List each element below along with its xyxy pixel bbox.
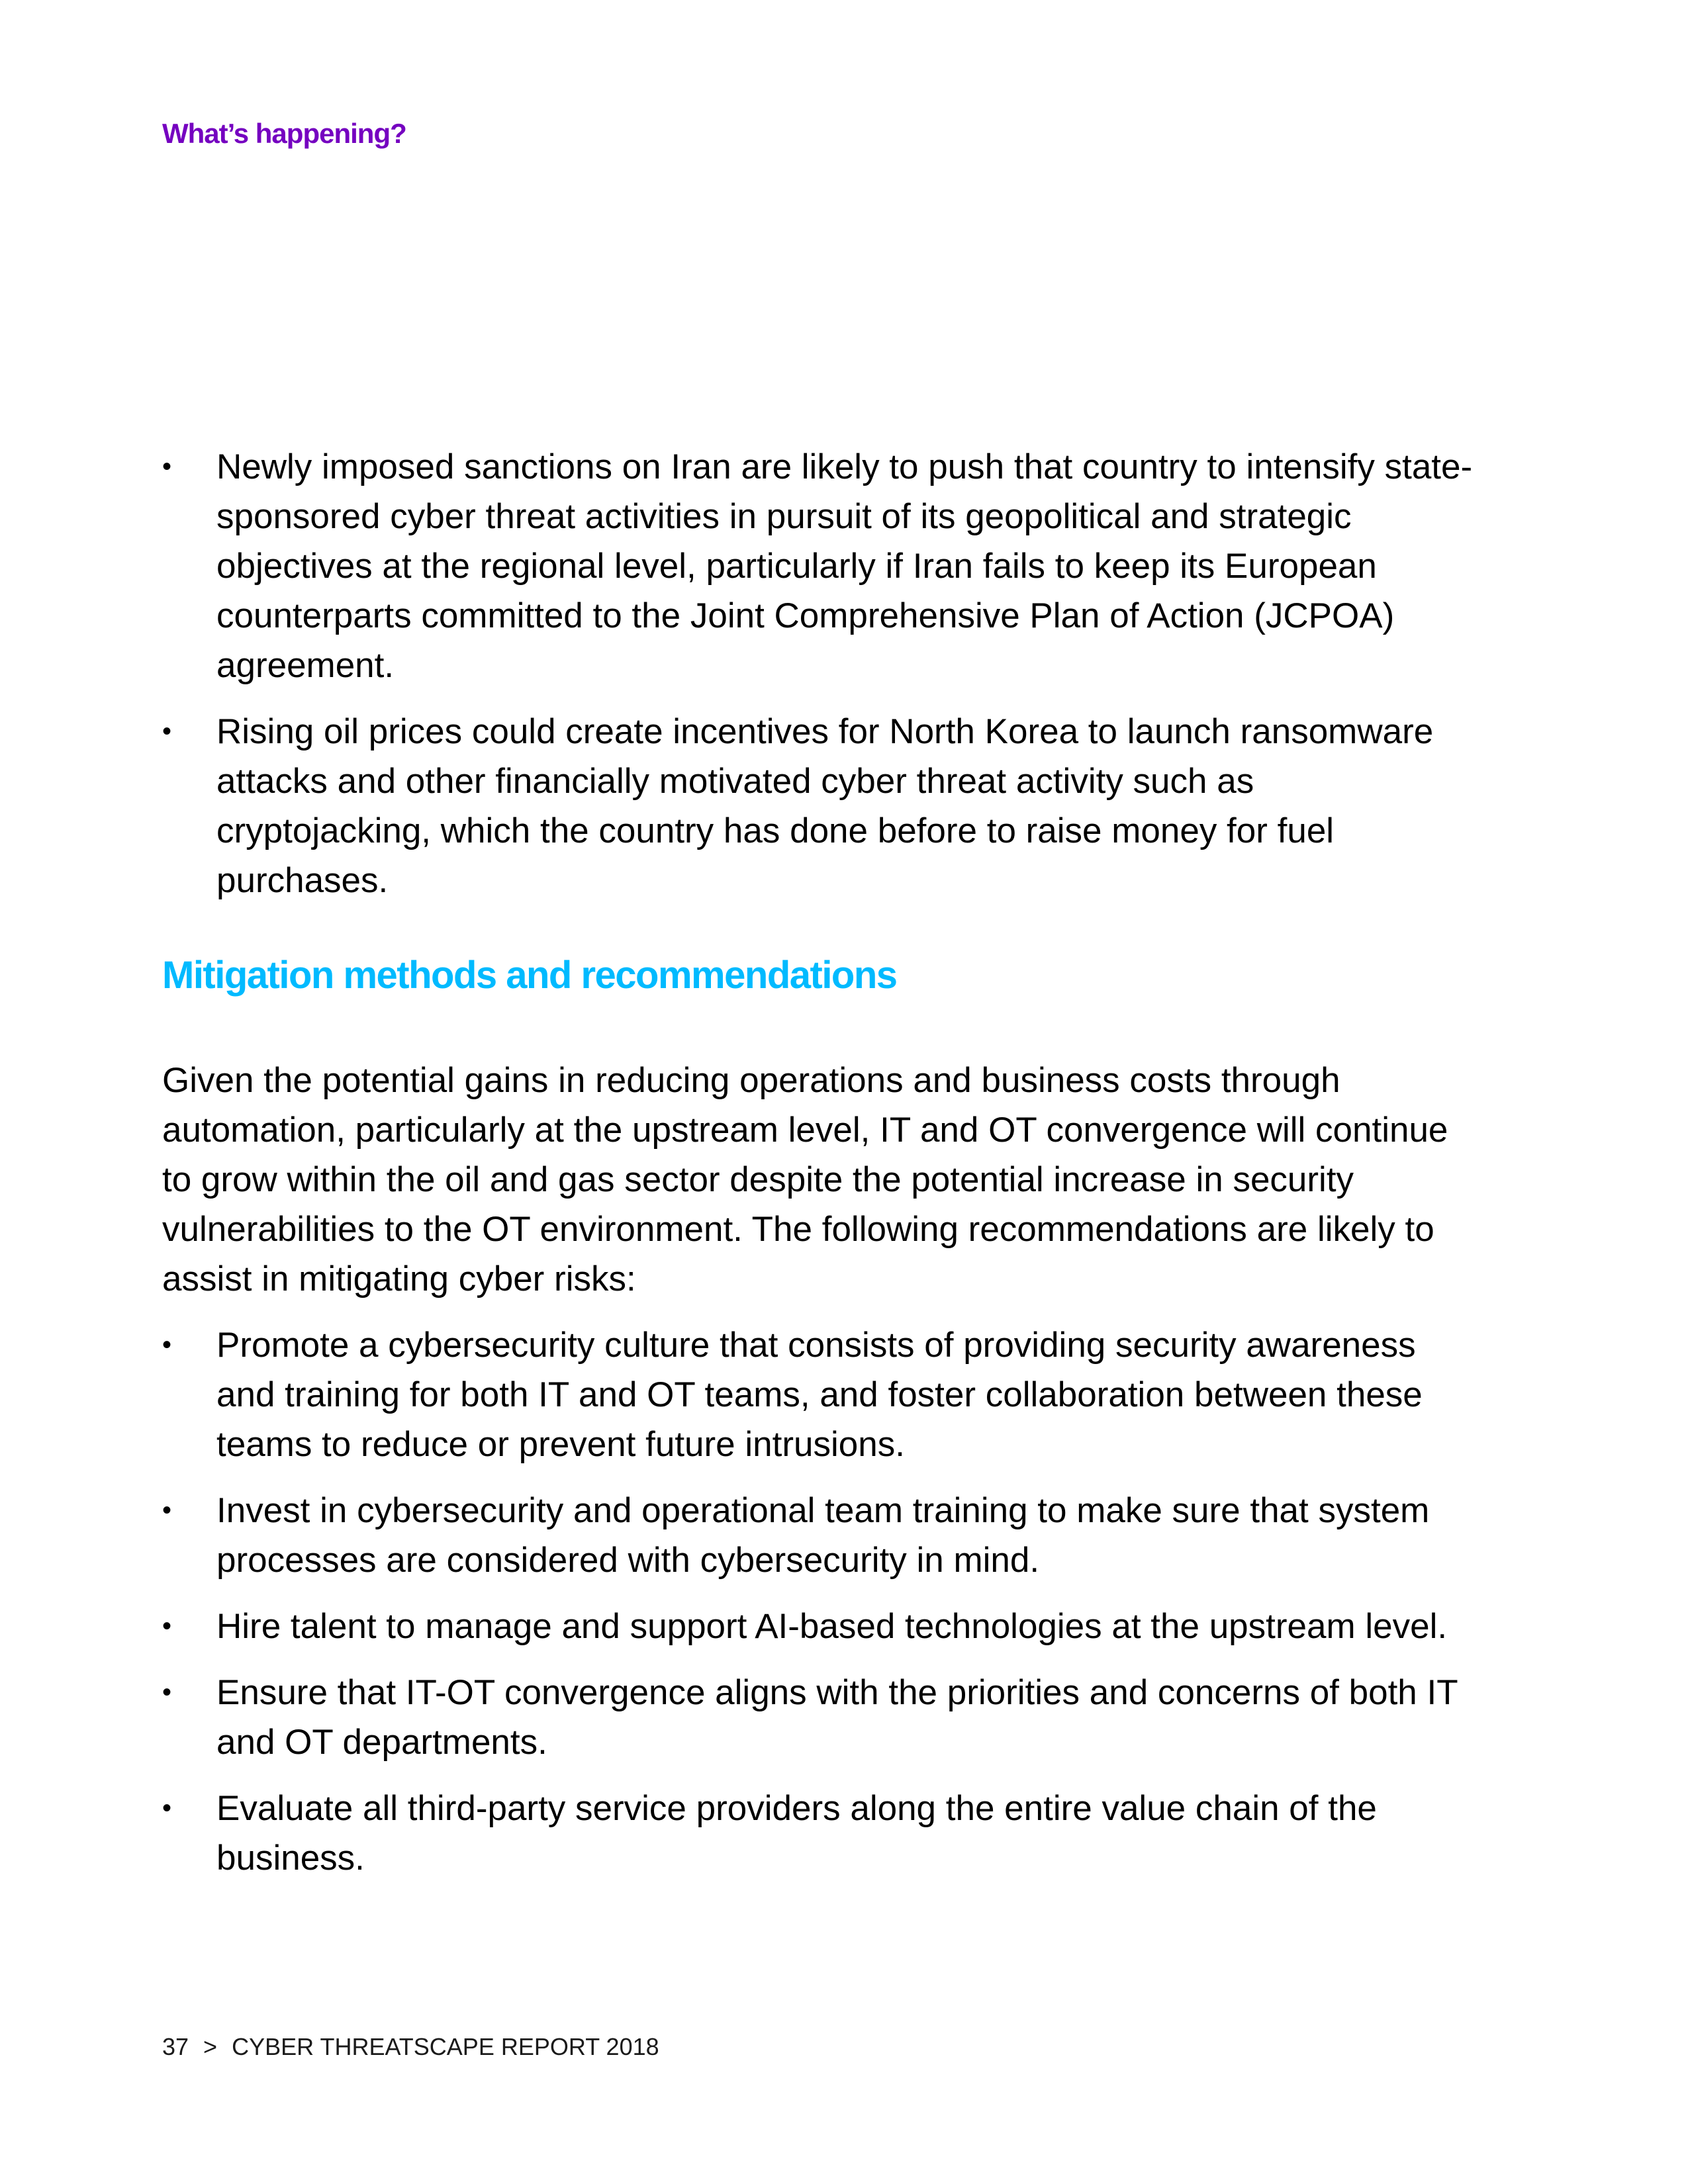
report-title: CYBER THREATSCAPE REPORT 2018 (232, 2033, 659, 2060)
bullet-icon: • (162, 452, 172, 481)
recommendation-list (162, 1320, 1479, 1883)
list-item (162, 1784, 1479, 1883)
bullet-icon: • (162, 1496, 172, 1525)
list-item (162, 1602, 1479, 1651)
mitigation-heading: Mitigation methods and recommendations (162, 954, 897, 997)
page-footer (162, 2033, 659, 2061)
section-label: What’s happening? (162, 118, 406, 149)
bullet-icon: • (162, 1794, 172, 1823)
footer-separator: > (203, 2033, 218, 2060)
intro-bullet-list (162, 442, 1473, 922)
mitigation-section (162, 1056, 1479, 1899)
bullet-icon: • (162, 1330, 172, 1359)
mitigation-paragraph: Given the potential gains in reducing operations and business costs through automation, particularly at the upstream level, IT and OT convergence will continue to grow within the oil and gas sector despite the potential increase in security vulnerabilities to the OT environment. The following recommendations are likely to assist in mitigating cyber risks: (162, 1061, 1448, 1298)
bullet-icon: • (162, 1678, 172, 1707)
list-item-text: Ensure that IT-OT convergence aligns with the priorities and concerns of both IT and OT departments. (216, 1673, 1458, 1762)
list-item (162, 1668, 1479, 1767)
list-item-text: Promote a cybersecurity culture that consists of providing security awareness and training for both IT and OT teams, and foster collaboration between these teams to reduce or prevent future intrusions. (216, 1326, 1423, 1464)
bullet-icon: • (162, 1612, 172, 1641)
page-number: 37 (162, 2033, 189, 2060)
list-item-text: Newly imposed sanctions on Iran are likely to push that country to intensify state-sponsored cyber threat activities in pursuit of its geopolitical and strategic objectives at the regional level, particularly if Iran fails to keep its European counterparts committed to the Joint Comprehensive Plan of Action (JCPOA) agreement. (216, 447, 1473, 685)
list-item (162, 1486, 1479, 1585)
list-item-text: Evaluate all third-party service providers along the entire value chain of the business. (216, 1789, 1377, 1878)
list-item-text: Invest in cybersecurity and operational team training to make sure that system processes are considered with cybersecurity in mind. (216, 1491, 1430, 1580)
list-item (162, 707, 1473, 905)
bullet-icon: • (162, 717, 172, 746)
list-item-text: Rising oil prices could create incentives for North Korea to launch ransomware attacks and other financially motivated cyber threat activity such as cryptojacking, which the country has done before to raise money for fuel purchases. (216, 712, 1434, 900)
list-item (162, 1320, 1479, 1469)
list-item (162, 442, 1473, 690)
list-item-text: Hire talent to manage and support AI-based technologies at the upstream level. (216, 1607, 1448, 1646)
